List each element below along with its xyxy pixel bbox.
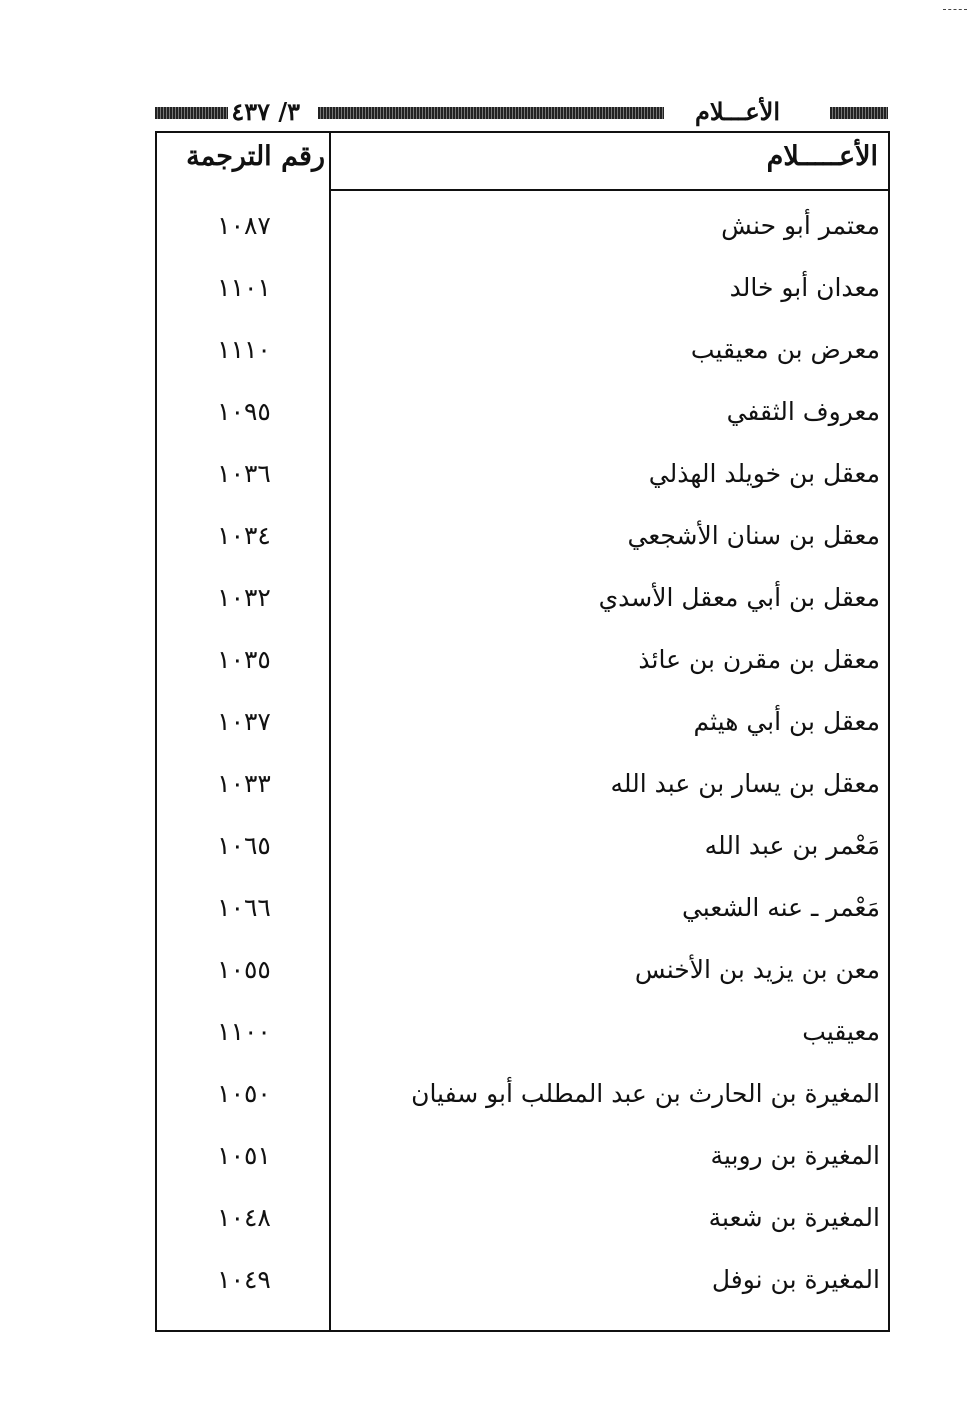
entry-name: معروف الثقفي — [726, 397, 880, 426]
entry-name: معيقيب — [802, 1017, 880, 1046]
entry-name: المغيرة بن نوفل — [711, 1265, 880, 1294]
entry-number: ١٠٣٧ — [217, 707, 271, 736]
entry-number: ١٠٥٠ — [217, 1079, 271, 1108]
header-ornament-left — [155, 107, 228, 119]
entry-number: ١٠٣٥ — [217, 645, 271, 674]
table-row — [157, 1007, 888, 1069]
header-ornament-right — [830, 107, 888, 119]
entry-name: معدان أبو خالد — [729, 273, 880, 302]
entry-name: المغيرة بن شعبة — [708, 1203, 880, 1232]
entry-name: معرض بن معيقيب — [690, 335, 880, 364]
table-row — [157, 1255, 888, 1317]
numbers-column-header: رقم الترجمة — [186, 141, 325, 172]
entry-number: ١٠٩٥ — [217, 397, 271, 426]
table-row — [157, 1131, 888, 1193]
entry-number: ١١١٠ — [217, 335, 271, 364]
table-row — [157, 697, 888, 759]
entry-name: معقل بن أبي هيثم — [693, 707, 880, 736]
table-row — [157, 1069, 888, 1131]
entry-number: ١٠٥٥ — [217, 955, 271, 984]
entry-name: المغيرة بن روبية — [710, 1141, 880, 1170]
table-row — [157, 387, 888, 449]
entry-name: مَعْمر بن عبد الله — [704, 831, 880, 860]
entry-number: ١٠٥١ — [217, 1141, 271, 1170]
entry-name: معقل بن أبي معقل الأسدي — [598, 583, 880, 612]
entry-number: ١٠٣٤ — [217, 521, 271, 550]
table-row — [157, 511, 888, 573]
names-column-header: الأعـــــلام — [766, 141, 878, 172]
header-ornament-middle — [318, 107, 664, 119]
running-header — [155, 99, 888, 129]
entry-name: معقل بن خويلد الهذلي — [648, 459, 880, 488]
entry-number: ١٠٣٢ — [217, 583, 271, 612]
page-edge-mark — [943, 9, 967, 10]
table-row — [157, 1193, 888, 1255]
entry-name: معن بن يزيد بن الأخنس — [634, 955, 880, 984]
table-row — [157, 263, 888, 325]
entry-name: المغيرة بن الحارث بن عبد المطلب أبو سفيان — [411, 1079, 880, 1108]
header-title: الأعـــلام — [695, 97, 780, 126]
entry-name: معقل بن سنان الأشجعي — [627, 521, 880, 550]
entry-number: ١٠٦٥ — [217, 831, 271, 860]
entry-number: ١٠٨٧ — [217, 211, 271, 240]
header-rule — [331, 189, 888, 191]
table-row — [157, 449, 888, 511]
entry-number: ١١٠١ — [217, 273, 271, 302]
table-row — [157, 325, 888, 387]
entry-name: معقل بن مقرن بن عائذ — [638, 645, 880, 674]
table-row — [157, 759, 888, 821]
entry-number: ١٠٤٩ — [217, 1265, 271, 1294]
table-row — [157, 821, 888, 883]
entry-name: معتمر أبو حنش — [721, 211, 880, 240]
table-row — [157, 945, 888, 1007]
entry-number: ١٠٤٨ — [217, 1203, 271, 1232]
entry-name: معقل بن يسار بن عبد الله — [610, 769, 880, 798]
index-table — [155, 131, 890, 1332]
entry-number: ١١٠٠ — [217, 1017, 271, 1046]
table-row — [157, 201, 888, 263]
header-page-ref: ٣/ ٤٣٧ — [231, 97, 300, 126]
entry-number: ١٠٣٣ — [217, 769, 271, 798]
entry-name: مَعْمر ـ عنه الشعبي — [681, 893, 880, 922]
table-row — [157, 883, 888, 945]
entry-number: ١٠٦٦ — [217, 893, 271, 922]
entry-number: ١٠٣٦ — [217, 459, 271, 488]
table-row — [157, 635, 888, 697]
table-row — [157, 573, 888, 635]
